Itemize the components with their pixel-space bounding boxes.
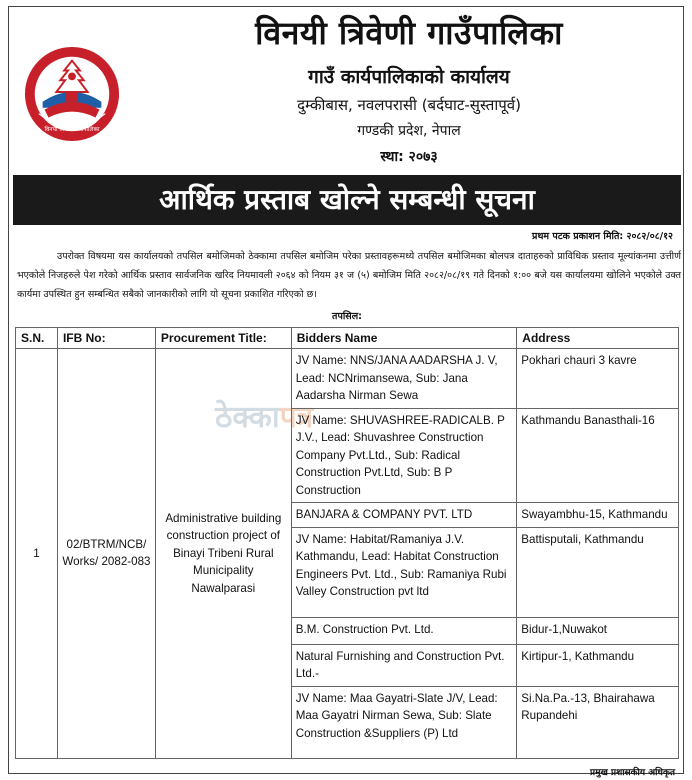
cell-bidder-address: Battisputali, Kathmandu xyxy=(517,527,679,617)
col-header-bidders: Bidders Name xyxy=(291,328,517,349)
col-header-address: Address xyxy=(517,328,679,349)
cell-bidder-address: Swayambhu-15, Kathmandu xyxy=(517,503,679,528)
province: गण्डकी प्रदेश, नेपाल xyxy=(357,123,461,139)
cell-bidder-address: Pokhari chauri 3 kavre xyxy=(517,349,679,409)
letterhead xyxy=(9,7,685,175)
table-header-row xyxy=(16,328,679,349)
notice-body: उपरोक्त विषयमा यस कार्यालयको तपसिल बमोजिमको ठेक्कामा तपसिल बमोजिम परेका प्रस्तावहरूमध्ये तपसिल बमोजिमका बोलपत्र दाताहरुको प्राविधिक प्रस्ताव मूल्यांकनमा उत्तीर्ण भएकोले निजहरुले पेश गरेको आर्थिक प्रस्ताव सार्वजनिक खरिद नियमावली २०६४ को नियम ३१ ज (५) बमोजिम मिति २०८२/०८/१९ गते दिनको १:०० बजे यस कार्यालयमा खोलिने भएकोले उक्त कार्यमा उपस्थित हुन सम्बन्धित सबैको जानकारीको लागि यो सूचना प्रकाशित गरिएको छ। xyxy=(17,251,681,300)
publication-date: प्रथम पटक प्रकाशन मिति: २०८२/०८/१२ xyxy=(531,231,673,242)
municipality-emblem-icon xyxy=(23,45,121,143)
cell-bidder-name: JV Name: NNS/JANA AADARSHA J. V, Lead: NCNrimansewa, Sub: Jana Aadarsha Nirman Sewa xyxy=(291,349,517,409)
notice-page xyxy=(8,6,684,778)
table-row xyxy=(16,349,679,409)
cell-bidder-name: JV Name: SHUVASHREE-RADICALB. P J.V., Lead: Shuvashree Construction Company Pvt.Ltd., Sub: Radical Construction Pvt.Ltd, Sub: B P Construction xyxy=(291,408,517,503)
office-address: दुम्कीबास, नवलपरासी (बर्दघाट-सुस्तापूर्व) xyxy=(297,96,521,114)
emblem-caption: विनयी त्रिवेणी गाउँपालिका xyxy=(44,127,100,134)
notice-title-banner: आर्थिक प्रस्ताब खोल्ने सम्बन्धी सूचना xyxy=(13,175,681,225)
signatory-title: प्रमुख प्रशासकीय अधिकृत xyxy=(589,768,675,778)
cell-sn: 1 xyxy=(16,349,58,759)
bidders-table xyxy=(15,327,679,759)
watermark-text-a: ठेक्का xyxy=(215,400,280,435)
cell-bidder-address: Bidur-1,Nuwakot xyxy=(517,617,679,644)
cell-bidder-name: B.M. Construction Pvt. Ltd. xyxy=(291,617,517,644)
cell-bidder-address: Si.Na.Pa.-13, Bhairahawa Rupandehi xyxy=(517,686,679,758)
col-header-ifb: IFB No: xyxy=(57,328,155,349)
cell-bidder-address: Kathmandu Banasthali-16 xyxy=(517,408,679,503)
cell-bidder-name: JV Name: Maa Gayatri-Slate J/V, Lead: Maa Gayatri Nirman Sewa, Sub: Slate Construction &Suppliers (P) Ltd xyxy=(291,686,517,758)
cell-bidder-address: Kirtipur-1, Kathmandu xyxy=(517,644,679,686)
watermark-text-b: पत्र xyxy=(279,400,314,435)
established-year: स्था: २०७३ xyxy=(380,149,438,165)
cell-bidder-name: JV Name: Habitat/Ramaniya J.V. Kathmandu, Lead: Habitat Construction Engineers Pvt. Ltd., Sub: Ramaniya Rubi Valley Construction pvt ltd xyxy=(291,527,517,617)
municipality-name: विनयी त्रिवेणी गाउँपालिका xyxy=(255,14,563,52)
office-name: गाउँ कार्यपालिकाको कार्यालय xyxy=(308,66,510,88)
col-header-sn: S.N. xyxy=(16,328,58,349)
cell-ifb-no: 02/BTRM/NCB/ Works/ 2082-083 xyxy=(57,349,155,759)
col-header-title: Procurement Title: xyxy=(155,328,291,349)
schedule-label: तपसिल: xyxy=(332,311,362,322)
cell-bidder-name: Natural Furnishing and Construction Pvt. Ltd.- xyxy=(291,644,517,686)
cell-procurement-title: Administrative building construction project of Binayi Tribeni Rural Municipality Nawalparasi xyxy=(155,349,291,759)
cell-bidder-name: BANJARA & COMPANY PVT. LTD xyxy=(291,503,517,528)
